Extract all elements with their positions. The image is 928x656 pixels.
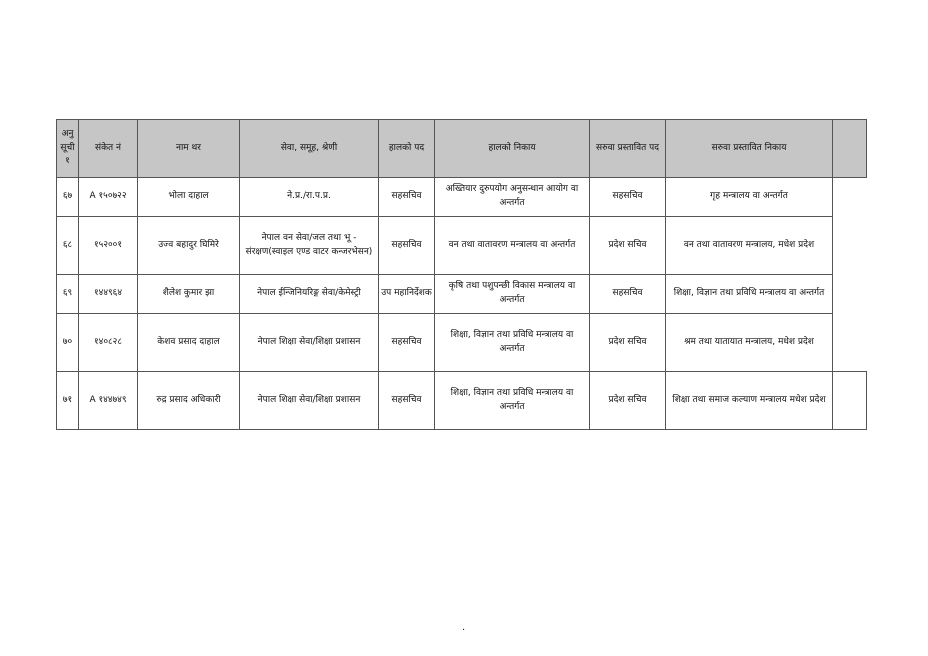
transfer-table <box>56 119 867 430</box>
cell-current-post: सहसचिव <box>379 217 435 275</box>
cell-proposed-post: प्रदेश सचिव <box>590 217 666 275</box>
cell-name: भोला दाहाल <box>138 178 240 217</box>
cell-current-office: वन तथा वातावरण मन्त्रालय वा अन्तर्गत <box>435 217 590 275</box>
cell-proposed-office: वन तथा वातावरण मन्त्रालय, मधेश प्रदेश <box>666 217 833 275</box>
cell-current-post: सहसचिव <box>379 372 435 430</box>
blank-cell <box>833 217 867 275</box>
cell-current-office: कृषि तथा पशुपन्छी विकास मन्त्रालय वा अन्तर्गत <box>435 275 590 314</box>
header-row <box>57 120 867 178</box>
cell-serial: ६८ <box>57 217 79 275</box>
cell-service: नेपाल ईन्जिनियरिङ्ग सेवा/केमेस्ट्री <box>240 275 379 314</box>
blank-cell <box>833 275 867 314</box>
cell-current-office: शिक्षा, विज्ञान तथा प्रविधि मन्त्रालय वा अन्तर्गत <box>435 372 590 430</box>
header-name: नाम थर <box>138 120 240 178</box>
cell-name: उज्व बहादुर घिमिरे <box>138 217 240 275</box>
blank-cell <box>833 372 867 430</box>
cell-current-office: शिक्षा, विज्ञान तथा प्रविधि मन्त्रालय वा अन्तर्गत <box>435 314 590 372</box>
cell-proposed-office: शिक्षा तथा समाज कल्याण मन्त्रालय मधेश प्रदेश <box>666 372 833 430</box>
cell-serial: ६७ <box>57 178 79 217</box>
table-row <box>57 372 867 430</box>
blank-cell <box>833 120 867 178</box>
cell-serial: ७१ <box>57 372 79 430</box>
header-current-post: हालको पद <box>379 120 435 178</box>
cell-proposed-post: प्रदेश सचिव <box>590 372 666 430</box>
cell-proposed-post: प्रदेश सचिव <box>590 314 666 372</box>
cell-code: १४०८२८ <box>79 314 138 372</box>
cell-current-post: सहसचिव <box>379 178 435 217</box>
header-service: सेवा, समूह, श्रेणी <box>240 120 379 178</box>
cell-service: ने.प्र./रा.प.प्र. <box>240 178 379 217</box>
cell-service: नेपाल वन सेवा/जल तथा भू - संरक्षण(स्वाइल एण्ड वाटर कन्जरभेसन) <box>240 217 379 275</box>
cell-serial: ६९ <box>57 275 79 314</box>
table-row <box>57 314 867 372</box>
header-proposed-post: सरुवा प्रस्तावित पद <box>590 120 666 178</box>
cell-proposed-office: श्रम तथा यातायात मन्त्रालय, मधेश प्रदेश <box>666 314 833 372</box>
header-current-office: हालको निकाय <box>435 120 590 178</box>
header-proposed-office: सरुवा प्रस्तावित निकाय <box>666 120 833 178</box>
cell-current-post: उप महानिर्देशक <box>379 275 435 314</box>
cell-name: केशव प्रसाद दाहाल <box>138 314 240 372</box>
header-serial: अनु सूची १ <box>57 120 79 178</box>
table-row <box>57 178 867 217</box>
cell-proposed-post: सहसचिव <box>590 275 666 314</box>
cell-code: A १५०७२२ <box>79 178 138 217</box>
cell-code: १४४९६४ <box>79 275 138 314</box>
table-row <box>57 275 867 314</box>
header-code: संकेत नं <box>79 120 138 178</box>
cell-code: १५२००१ <box>79 217 138 275</box>
cell-service: नेपाल शिक्षा सेवा/शिक्षा प्रशासन <box>240 372 379 430</box>
cell-current-post: सहसचिव <box>379 314 435 372</box>
cell-service: नेपाल शिक्षा सेवा/शिक्षा प्रशासन <box>240 314 379 372</box>
cell-serial: ७० <box>57 314 79 372</box>
cell-proposed-post: सहसचिव <box>590 178 666 217</box>
cell-proposed-office: गृह मन्त्रालय वा अन्तर्गत <box>666 178 833 217</box>
cell-name: शैलेश कुमार झा <box>138 275 240 314</box>
cell-code: A १४४७४९ <box>79 372 138 430</box>
table-row <box>57 217 867 275</box>
blank-cell <box>833 178 867 217</box>
cell-name: रुद्र प्रसाद अधिकारी <box>138 372 240 430</box>
blank-cell <box>833 314 867 372</box>
footer-mark: . <box>462 622 466 633</box>
cell-proposed-office: शिक्षा, विज्ञान तथा प्रविधि मन्त्रालय वा अन्तर्गत <box>666 275 833 314</box>
cell-current-office: अख्तियार दुरुपयोग अनुसन्धान आयोग वा अन्तर्गत <box>435 178 590 217</box>
